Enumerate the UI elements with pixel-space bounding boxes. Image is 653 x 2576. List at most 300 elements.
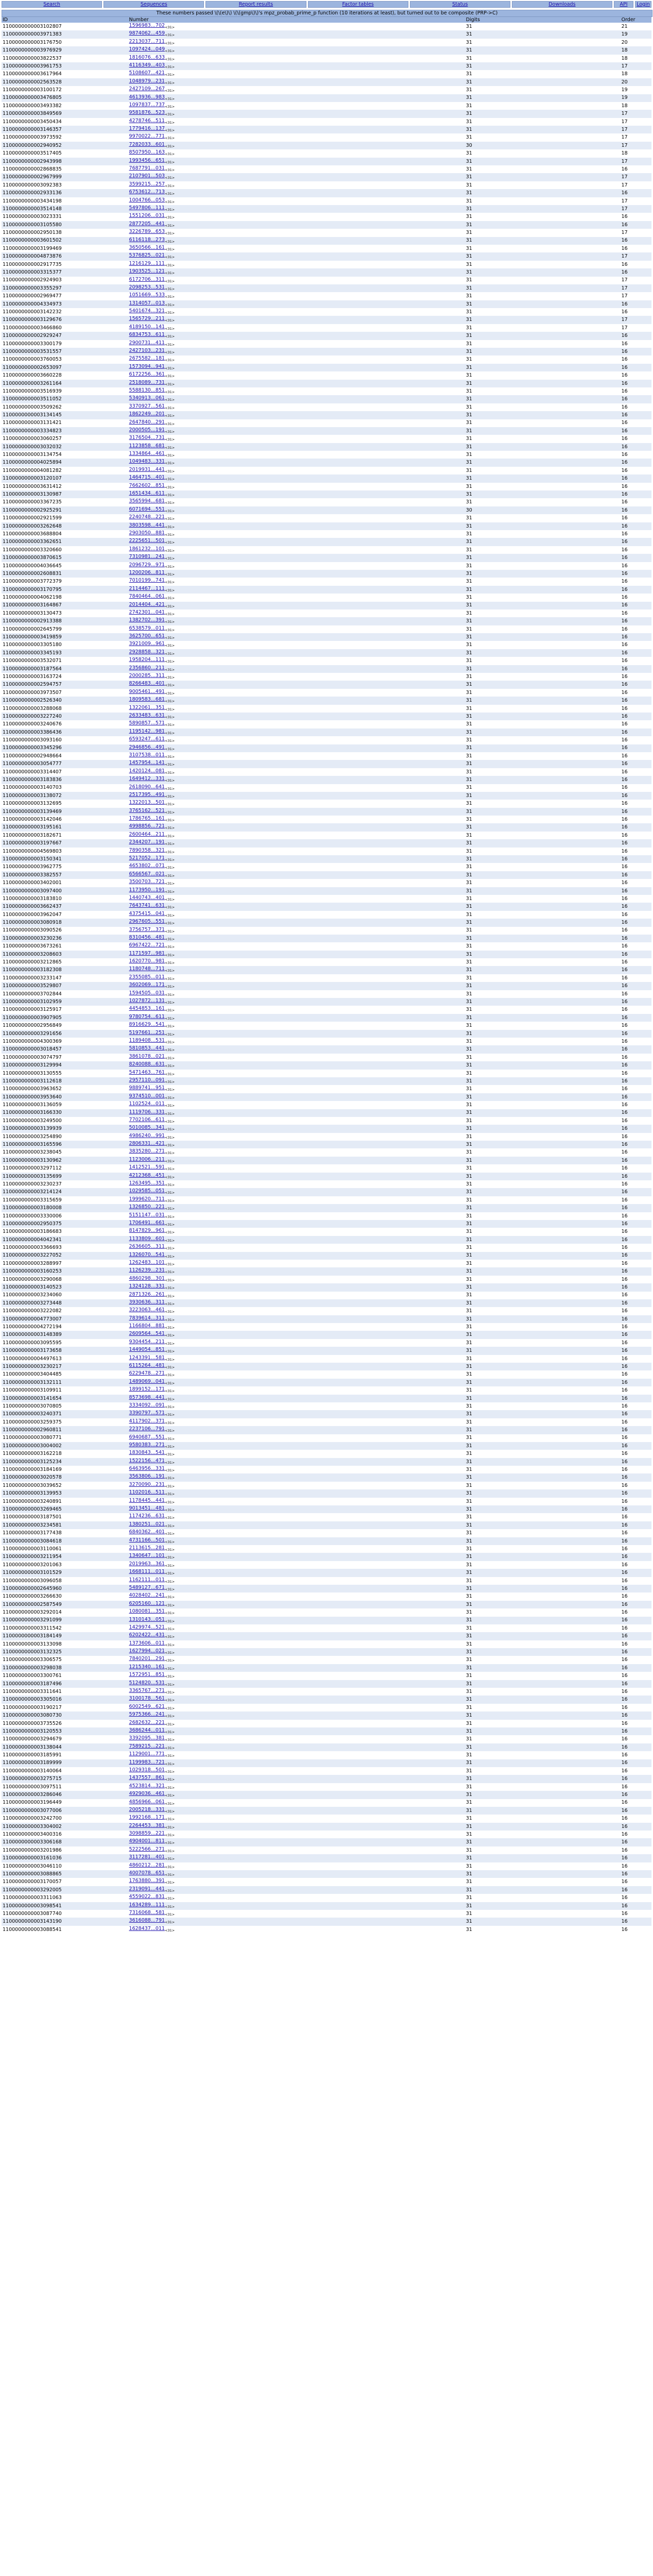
number-link[interactable] [129,78,165,84]
cell-digits: 31 [465,237,621,245]
nav-status-link[interactable]: Status [452,2,468,7]
number-link[interactable] [129,126,165,131]
nav-status[interactable] [410,1,510,8]
number-head: 2000505 [129,427,151,433]
number-link[interactable] [129,300,165,306]
number-link[interactable] [129,1283,165,1289]
number-link[interactable] [129,1148,165,1154]
nav-login-link[interactable]: Login [637,2,650,7]
number-link[interactable] [129,435,165,440]
number-link[interactable] [129,1894,165,1900]
number-link[interactable] [129,1656,165,1662]
number-link[interactable] [129,1743,165,1749]
number-link[interactable] [129,1252,165,1258]
number-tail: 341 [155,1125,165,1131]
number-link[interactable] [129,1180,165,1186]
cell-id: 1100000000003109911 [2,1386,128,1394]
number-link[interactable] [129,403,165,409]
number-link[interactable] [129,1466,165,1471]
number-link[interactable] [129,1601,165,1606]
number-link[interactable] [129,863,165,869]
number-link[interactable] [129,1442,165,1448]
nav-search-link[interactable]: Search [43,2,60,7]
number-link[interactable] [129,1426,165,1432]
number-link[interactable] [129,70,165,76]
number-link[interactable] [129,332,165,337]
number-link[interactable] [129,1926,165,1931]
number-link[interactable] [129,665,165,671]
number-link[interactable] [129,1339,165,1345]
number-link[interactable] [129,245,165,250]
number-link[interactable] [129,1473,165,1479]
number-link[interactable] [129,110,165,115]
number-link[interactable] [129,728,165,734]
number-link[interactable] [129,1030,165,1036]
cell-number [128,1831,465,1838]
number-link[interactable] [129,522,165,528]
number-link[interactable] [129,1577,165,1583]
number-link[interactable] [129,570,165,575]
number-link[interactable] [129,1720,165,1725]
number-link[interactable] [129,752,165,758]
number-link[interactable] [129,1133,165,1139]
number-link[interactable] [129,1236,165,1242]
number-link[interactable] [129,355,165,361]
number-ellipsis: ... [150,816,156,822]
number-link[interactable] [129,1410,165,1416]
number-link[interactable] [129,395,165,401]
nav-downloads-link[interactable]: Downloads [548,2,576,7]
number-link[interactable] [129,1672,165,1677]
number-link[interactable] [129,895,165,901]
number-link[interactable] [129,1799,165,1805]
number-link[interactable] [129,1077,165,1083]
number-link[interactable] [129,1521,165,1527]
number-link[interactable] [129,641,165,647]
number-link[interactable] [129,237,165,243]
number-link[interactable] [129,554,165,560]
number-link[interactable] [129,1267,165,1273]
number-ellipsis: ... [150,530,156,536]
number-link[interactable] [129,498,165,504]
number-link[interactable] [129,1680,165,1686]
nav-factor-tables-link[interactable]: Factor tables [342,2,374,7]
number-link[interactable] [129,768,165,774]
number-link[interactable] [129,1331,165,1336]
number-link[interactable] [129,86,165,92]
number-link[interactable] [129,490,165,496]
number-link[interactable] [129,784,165,790]
number-link[interactable] [129,974,165,980]
number-link[interactable] [129,1838,165,1844]
number-link[interactable] [129,205,165,211]
number-link[interactable] [129,903,165,908]
number-tail: 331 [155,776,165,782]
number-link[interactable] [129,1846,165,1852]
number-link[interactable] [129,1370,165,1376]
number-link[interactable] [129,483,165,488]
number-link[interactable] [129,292,165,298]
number-link[interactable] [129,586,165,591]
number-link[interactable] [129,23,165,28]
number-link[interactable] [129,1260,165,1265]
number-link[interactable] [129,1870,165,1876]
number-link[interactable] [129,1418,165,1424]
number-link[interactable] [129,919,165,924]
number-link[interactable] [129,197,165,203]
number-link[interactable] [129,30,165,36]
number-link[interactable] [129,887,165,893]
number-link[interactable] [129,1886,165,1892]
number-link[interactable] [129,1323,165,1329]
number-link[interactable] [129,1141,165,1146]
number-link[interactable] [129,1173,165,1178]
number-link[interactable] [129,1489,165,1495]
number-link[interactable] [129,419,165,425]
nav-api[interactable] [614,1,633,8]
number-link[interactable] [129,800,165,805]
number-link[interactable] [129,1196,165,1202]
number-link[interactable] [129,998,165,1004]
number-link[interactable] [129,1117,165,1123]
number-link[interactable] [129,443,165,449]
digit-count-subscript: <31> [165,643,175,648]
number-link[interactable] [129,1783,165,1789]
number-link[interactable] [129,102,165,108]
number-link[interactable] [129,1038,165,1043]
number-ellipsis: ... [150,839,156,845]
number-link[interactable] [129,474,165,480]
number-link[interactable] [129,173,165,179]
number-link[interactable] [129,1379,165,1384]
cell-number [128,522,465,530]
number-link[interactable] [129,927,165,933]
number-link[interactable] [129,1688,165,1693]
number-link[interactable] [129,760,165,766]
number-link[interactable] [129,538,165,544]
digit-count-subscript: <31> [165,334,175,339]
number-link[interactable] [129,1434,165,1440]
number-link[interactable] [129,1918,165,1923]
cell-digits: 31 [465,1220,621,1228]
nav-factor-tables[interactable] [308,1,408,8]
number-head: 2114467 [129,585,151,591]
number-link[interactable] [129,808,165,814]
number-link[interactable] [129,681,165,686]
cell-number [128,1894,465,1902]
number-link[interactable] [129,1022,165,1027]
number-link[interactable] [129,982,165,988]
number-link[interactable] [129,1355,165,1361]
number-link[interactable] [129,1299,165,1305]
number-link[interactable] [129,1220,165,1226]
number-link[interactable] [129,1624,165,1630]
number-link[interactable] [129,720,165,726]
number-tail: 551 [155,506,165,512]
number-link[interactable] [129,705,165,710]
number-link[interactable] [129,348,165,353]
number-link[interactable] [129,229,165,234]
number-link[interactable] [129,1101,165,1107]
number-link[interactable] [129,1482,165,1487]
nav-search[interactable] [2,1,102,8]
number-link[interactable] [129,189,165,195]
number-link[interactable] [129,46,165,52]
number-link[interactable] [129,958,165,964]
number-link[interactable] [129,1045,165,1051]
number-link[interactable] [129,1632,165,1638]
number-link[interactable] [129,1164,165,1170]
number-link[interactable] [129,1054,165,1059]
number-link[interactable] [129,308,165,314]
cell-order: 17 [621,292,651,300]
number-link[interactable] [129,1386,165,1392]
number-link[interactable] [129,1014,165,1020]
number-link[interactable] [129,1315,165,1321]
number-link[interactable] [129,213,165,218]
number-link[interactable] [129,744,165,750]
number-link[interactable] [129,879,165,885]
number-tail: 231 [155,1481,165,1487]
number-link[interactable] [129,530,165,536]
number-link[interactable] [129,1823,165,1828]
number-link[interactable] [129,1592,165,1598]
number-link[interactable] [129,94,165,100]
cell-order: 16 [621,1157,651,1164]
number-link[interactable] [129,316,165,321]
number-link[interactable] [129,1537,165,1543]
number-link[interactable] [129,1292,165,1297]
number-link[interactable] [129,1775,165,1781]
number-link[interactable] [129,1228,165,1233]
number-link[interactable] [129,261,165,266]
number-link[interactable] [129,1109,165,1115]
number-link[interactable] [129,268,165,274]
number-link[interactable] [129,562,165,568]
cell-number [128,1450,465,1458]
nav-downloads[interactable] [512,1,612,8]
number-link[interactable] [129,1807,165,1812]
number-link[interactable] [129,1402,165,1408]
number-link[interactable] [129,1751,165,1757]
number-link[interactable] [129,713,165,718]
number-link[interactable] [129,1498,165,1503]
number-link[interactable] [129,387,165,393]
number-link[interactable] [129,1545,165,1551]
number-tail: 071 [155,863,165,869]
number-link[interactable] [129,855,165,861]
number-tail: 621 [155,1703,165,1709]
number-link[interactable] [129,62,165,68]
number-link[interactable] [129,1815,165,1820]
cell-number [128,538,465,546]
number-link[interactable] [129,1276,165,1281]
number-link[interactable] [129,546,165,552]
number-link[interactable] [129,55,165,60]
number-link[interactable] [129,133,165,139]
number-link[interactable] [129,1070,165,1075]
number-link[interactable] [129,1529,165,1535]
cell-order: 16 [621,641,651,649]
cell-id: 1100000000003240891 [2,1498,128,1505]
number-link[interactable] [129,617,165,623]
number-link[interactable] [129,1727,165,1733]
nav-sequences[interactable] [104,1,204,8]
number-link[interactable] [129,514,165,520]
number-link[interactable] [129,165,165,171]
number-link[interactable] [129,1347,165,1352]
number-link[interactable] [129,1244,165,1249]
table-row [2,728,651,736]
number-link[interactable] [129,951,165,956]
number-link[interactable] [129,1363,165,1368]
number-tail: 531 [155,284,165,290]
number-link[interactable] [129,1125,165,1130]
number-link[interactable] [129,1585,165,1590]
number-link[interactable] [129,839,165,845]
number-link[interactable] [129,221,165,227]
number-link[interactable] [129,911,165,917]
number-ellipsis: ... [150,46,156,53]
number-link[interactable] [129,459,165,464]
number-link[interactable] [129,467,165,472]
number-link[interactable] [129,277,165,282]
number-link[interactable] [129,340,165,346]
number-link[interactable] [129,1648,165,1654]
number-link[interactable] [129,625,165,631]
cell-id: 1100000000004334973 [2,300,128,308]
number-head: 1380251 [129,1521,151,1527]
number-link[interactable] [129,1617,165,1622]
number-link[interactable] [129,1450,165,1455]
number-ellipsis: ... [150,1259,156,1265]
number-link[interactable] [129,602,165,607]
number-link[interactable] [129,39,165,44]
number-link[interactable] [129,371,165,377]
cell-id: 1100000000003138072 [2,792,128,800]
number-link[interactable] [129,1767,165,1773]
number-link[interactable] [129,1878,165,1884]
cell-id: 1100000000003227052 [2,1252,128,1260]
number-link[interactable] [129,1791,165,1797]
number-link[interactable] [129,776,165,782]
nav-report-results-link[interactable]: Report results [238,2,273,7]
number-link[interactable] [129,1093,165,1099]
number-link[interactable] [129,942,165,948]
number-link[interactable] [129,736,165,742]
number-link[interactable] [129,594,165,599]
nav-api-link[interactable]: API [620,2,628,7]
nav-report-results[interactable] [205,1,306,8]
number-link[interactable] [129,1458,165,1464]
number-link[interactable] [129,252,165,258]
number-link[interactable] [129,649,165,655]
number-link[interactable] [129,657,165,663]
number-link[interactable] [129,848,165,853]
number-head: 1786765 [129,816,151,822]
number-link[interactable] [129,1006,165,1011]
number-link[interactable] [129,149,165,155]
cell-digits: 31 [465,1799,621,1807]
number-link[interactable] [129,1188,165,1194]
number-link[interactable] [129,673,165,679]
number-link[interactable] [129,1640,165,1646]
number-link[interactable] [129,1696,165,1701]
number-link[interactable] [129,823,165,829]
number-link[interactable] [129,1608,165,1614]
number-link[interactable] [129,1862,165,1868]
number-link[interactable] [129,1085,165,1091]
number-link[interactable] [129,832,165,837]
number-ellipsis: ... [150,205,156,211]
number-link[interactable] [129,697,165,702]
number-link[interactable] [129,578,165,583]
number-head: 3223063 [129,1307,151,1313]
number-link[interactable] [129,1395,165,1400]
number-link[interactable] [129,990,165,996]
digit-count-subscript: <31> [165,1611,175,1616]
number-link[interactable] [129,1505,165,1511]
number-link[interactable] [129,324,165,330]
number-link[interactable] [129,609,165,615]
number-link[interactable] [129,158,165,163]
number-link[interactable] [129,1513,165,1519]
number-link[interactable] [129,1569,165,1574]
number-link[interactable] [129,364,165,369]
number-link[interactable] [129,1561,165,1567]
number-link[interactable] [129,411,165,417]
number-link[interactable] [129,506,165,512]
number-link[interactable] [129,1664,165,1670]
number-link[interactable] [129,1759,165,1765]
number-link[interactable] [129,792,165,798]
number-link[interactable] [129,118,165,124]
number-link[interactable] [129,816,165,821]
number-link[interactable] [129,1910,165,1916]
number-link[interactable] [129,1735,165,1741]
number-link[interactable] [129,427,165,433]
nav-login[interactable] [635,1,651,8]
number-link[interactable] [129,1061,165,1067]
number-link[interactable] [129,1854,165,1860]
number-link[interactable] [129,966,165,972]
cell-order: 16 [621,594,651,601]
number-link[interactable] [129,1704,165,1709]
number-link[interactable] [129,935,165,940]
number-link[interactable] [129,871,165,877]
nav-sequences-link[interactable]: Sequences [140,2,167,7]
digit-count-subscript: <31> [165,1151,175,1156]
number-link[interactable] [129,1553,165,1558]
number-link[interactable] [129,1204,165,1210]
number-link[interactable] [129,142,165,147]
number-link[interactable] [129,284,165,290]
number-link[interactable] [129,1157,165,1162]
cell-number [128,1561,465,1569]
number-link[interactable] [129,1307,165,1313]
number-link[interactable] [129,380,165,385]
number-link[interactable] [129,1902,165,1908]
number-link[interactable] [129,633,165,639]
cell-id: 1100000000003195161 [2,823,128,831]
number-link[interactable] [129,1212,165,1218]
number-link[interactable] [129,689,165,694]
table-row [2,1791,651,1799]
number-link[interactable] [129,1711,165,1717]
number-link[interactable] [129,1831,165,1836]
number-link[interactable] [129,181,165,187]
number-link[interactable] [129,451,165,456]
